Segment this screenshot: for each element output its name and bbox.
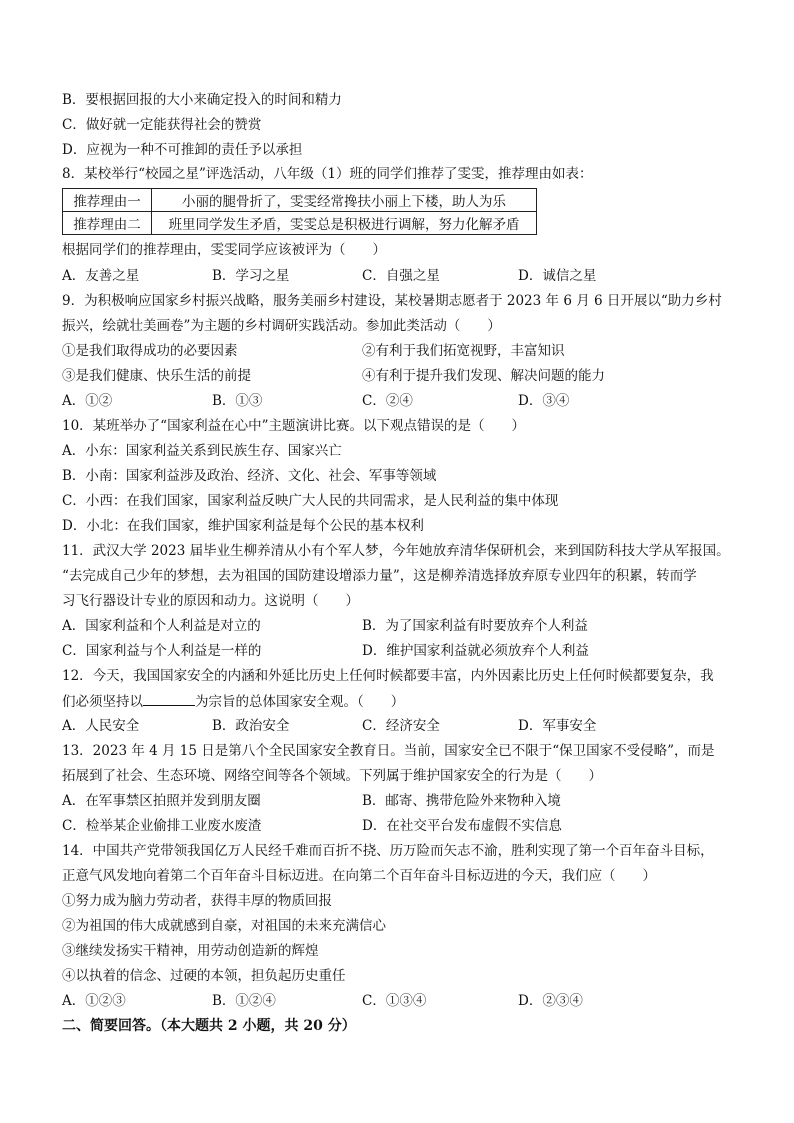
q13-stem-line1: 13．2023 年 4 月 15 日是第八个全民国家安全教育日。当前，国家安全已不限于“保卫国家不受侵略”，而是	[62, 743, 715, 759]
reason-content: 小丽的腿骨折了，雯雯经常搀扶小丽上下楼，助人为乐	[152, 189, 537, 212]
q8-question: 根据同学们的推荐理由，雯雯同学应该被评为（ ）	[62, 242, 386, 258]
q8-stem: 8．某校举行“校园之星”评选活动，八年级（1）班的同学们推荐了雯雯，推荐理由如表：	[62, 166, 593, 182]
q10-option-b: B．小南：国家利益涉及政治、经济、文化、社会、军事等领域	[62, 468, 437, 484]
q9-item-3: ③是我们健康、快乐生活的前提	[62, 368, 251, 384]
q9-stem-line2: 振兴，绘就壮美画卷”为主题的乡村调研实践活动。参加此类活动（ ）	[62, 318, 501, 334]
q7-option-c: C．做好就一定能获得社会的赞赏	[62, 117, 262, 133]
q12-stem-post: 为宗旨的总体国家安全观。（ ）	[195, 694, 405, 710]
q12-stem-pre: 们必须坚持以	[62, 694, 143, 710]
table-row	[63, 189, 537, 212]
q9-option-c: C．②④	[362, 393, 413, 409]
q14-item-1: ①努力成为脑力劳动者，获得丰厚的物质回报	[62, 893, 332, 909]
q13-stem-line2: 拓展到了社会、生态环境、网络空间等各个领域。下列属于维护国家安全的行为是（ ）	[62, 768, 602, 784]
q14-item-3: ③继续发扬实干精神，用劳动创造新的辉煌	[62, 943, 319, 959]
q14-option-a: A．①②③	[62, 993, 126, 1009]
q10-option-c: C．小西：在我们国家，国家利益反映广大人民的共同需求，是人民利益的集中体现	[62, 493, 559, 509]
table-row	[63, 212, 537, 235]
q14-option-d: D．②③④	[518, 993, 583, 1009]
q14-item-2: ②为祖国的伟大成就感到自豪，对祖国的未来充满信心	[62, 918, 386, 934]
q11-stem-line3: 习飞行器设计专业的原因和动力。这说明（ ）	[62, 593, 359, 609]
q13-option-d: D．在社交平台发布虚假不实信息	[362, 818, 562, 834]
q12-option-d: D．军事安全	[518, 718, 597, 734]
q13-option-a: A．在军事禁区拍照并发到朋友圈	[62, 793, 261, 809]
q9-option-d: D．③④	[518, 393, 570, 409]
q7-option-d: D．应视为一种不可推卸的责任予以承担	[62, 142, 303, 158]
q7-option-b: B．要根据回报的大小来确定投入的时间和精力	[62, 92, 342, 108]
q12-option-a: A．人民安全	[62, 718, 140, 734]
q9-option-b: B．①③	[212, 393, 263, 409]
q8-option-d: D．诚信之星	[518, 268, 597, 284]
q11-stem-line1: 11．武汉大学 2023 届毕业生柳养清从小有个军人梦，今年她放弃清华保研机会，来到国防科技大学从军报国。	[62, 543, 730, 559]
q12-stem-line2	[62, 691, 404, 712]
q14-item-4: ④以执着的信念、过硬的本领，担负起历史重任	[62, 968, 346, 984]
q11-option-c: C．国家利益与个人利益是一样的	[62, 643, 262, 659]
q11-option-b: B．为了国家利益有时要放弃个人利益	[362, 618, 588, 634]
q10-option-d: D．小北：在我们国家，维护国家利益是每个公民的基本权利	[62, 518, 424, 534]
q12-stem-line1: 12．今天，我国国家安全的内涵和外延比历史上任何时候都要丰富，内外因素比历史上任何时候都要复杂，我	[62, 668, 714, 684]
q14-stem-line1: 14．中国共产党带领我国亿万人民经千难而百折不挠、历万险而矢志不渝，胜利实现了第一个百年奋斗目标，	[62, 843, 714, 859]
q9-option-a: A．①②	[62, 393, 113, 409]
q10-option-a: A．小东：国家利益关系到民族生存、国家兴亡	[62, 443, 342, 459]
q8-option-b: B．学习之星	[212, 268, 290, 284]
q14-option-c: C．①③④	[362, 993, 427, 1009]
q10-stem: 10．某班举办了“国家利益在心中”主题演讲比赛。以下观点错误的是（ ）	[62, 418, 525, 434]
reason-header: 推荐理由二	[63, 212, 152, 235]
q12-option-c: C．经济安全	[362, 718, 440, 734]
q11-option-d: D．维护国家利益就必须放弃个人利益	[362, 643, 589, 659]
q13-option-c: C．检举某企业偷排工业废水废渣	[62, 818, 262, 834]
q9-item-4: ④有利于提升我们发现、解决问题的能力	[362, 368, 605, 384]
q8-option-a: A．友善之星	[62, 268, 140, 284]
reason-header: 推荐理由一	[63, 189, 152, 212]
q12-option-b: B．政治安全	[212, 718, 290, 734]
q12-blank[interactable]	[143, 691, 195, 706]
q14-stem-line2: 正意气风发地向着第二个百年奋斗目标迈进。在向第二个百年奋斗目标迈进的今天，我们应（ ）	[62, 868, 656, 884]
q11-stem-line2: “去完成自己少年的梦想，去为祖国的国防建设增添力量”，这是柳养清选择放弃原专业四年的积累，转而学	[62, 568, 697, 584]
section-heading: 二、简要回答。（本大题共 2 小题，共 20 分）	[62, 1018, 356, 1034]
q14-option-b: B．①②④	[212, 993, 276, 1009]
q11-option-a: A．国家利益和个人利益是对立的	[62, 618, 261, 634]
q13-option-b: B．邮寄、携带危险外来物种入境	[362, 793, 561, 809]
q9-item-2: ②有利于我们拓宽视野，丰富知识	[362, 343, 565, 359]
q9-stem-line1: 9．为积极响应国家乡村振兴战略，服务美丽乡村建设，某校暑期志愿者于 2023 年 6 月 6 日开展以“助力乡村	[62, 293, 722, 309]
q8-reason-table	[62, 188, 537, 235]
reason-content: 班里同学发生矛盾，雯雯总是积极进行调解，努力化解矛盾	[152, 212, 537, 235]
q9-item-1: ①是我们取得成功的必要因素	[62, 343, 238, 359]
q8-option-c: C．自强之星	[362, 268, 440, 284]
